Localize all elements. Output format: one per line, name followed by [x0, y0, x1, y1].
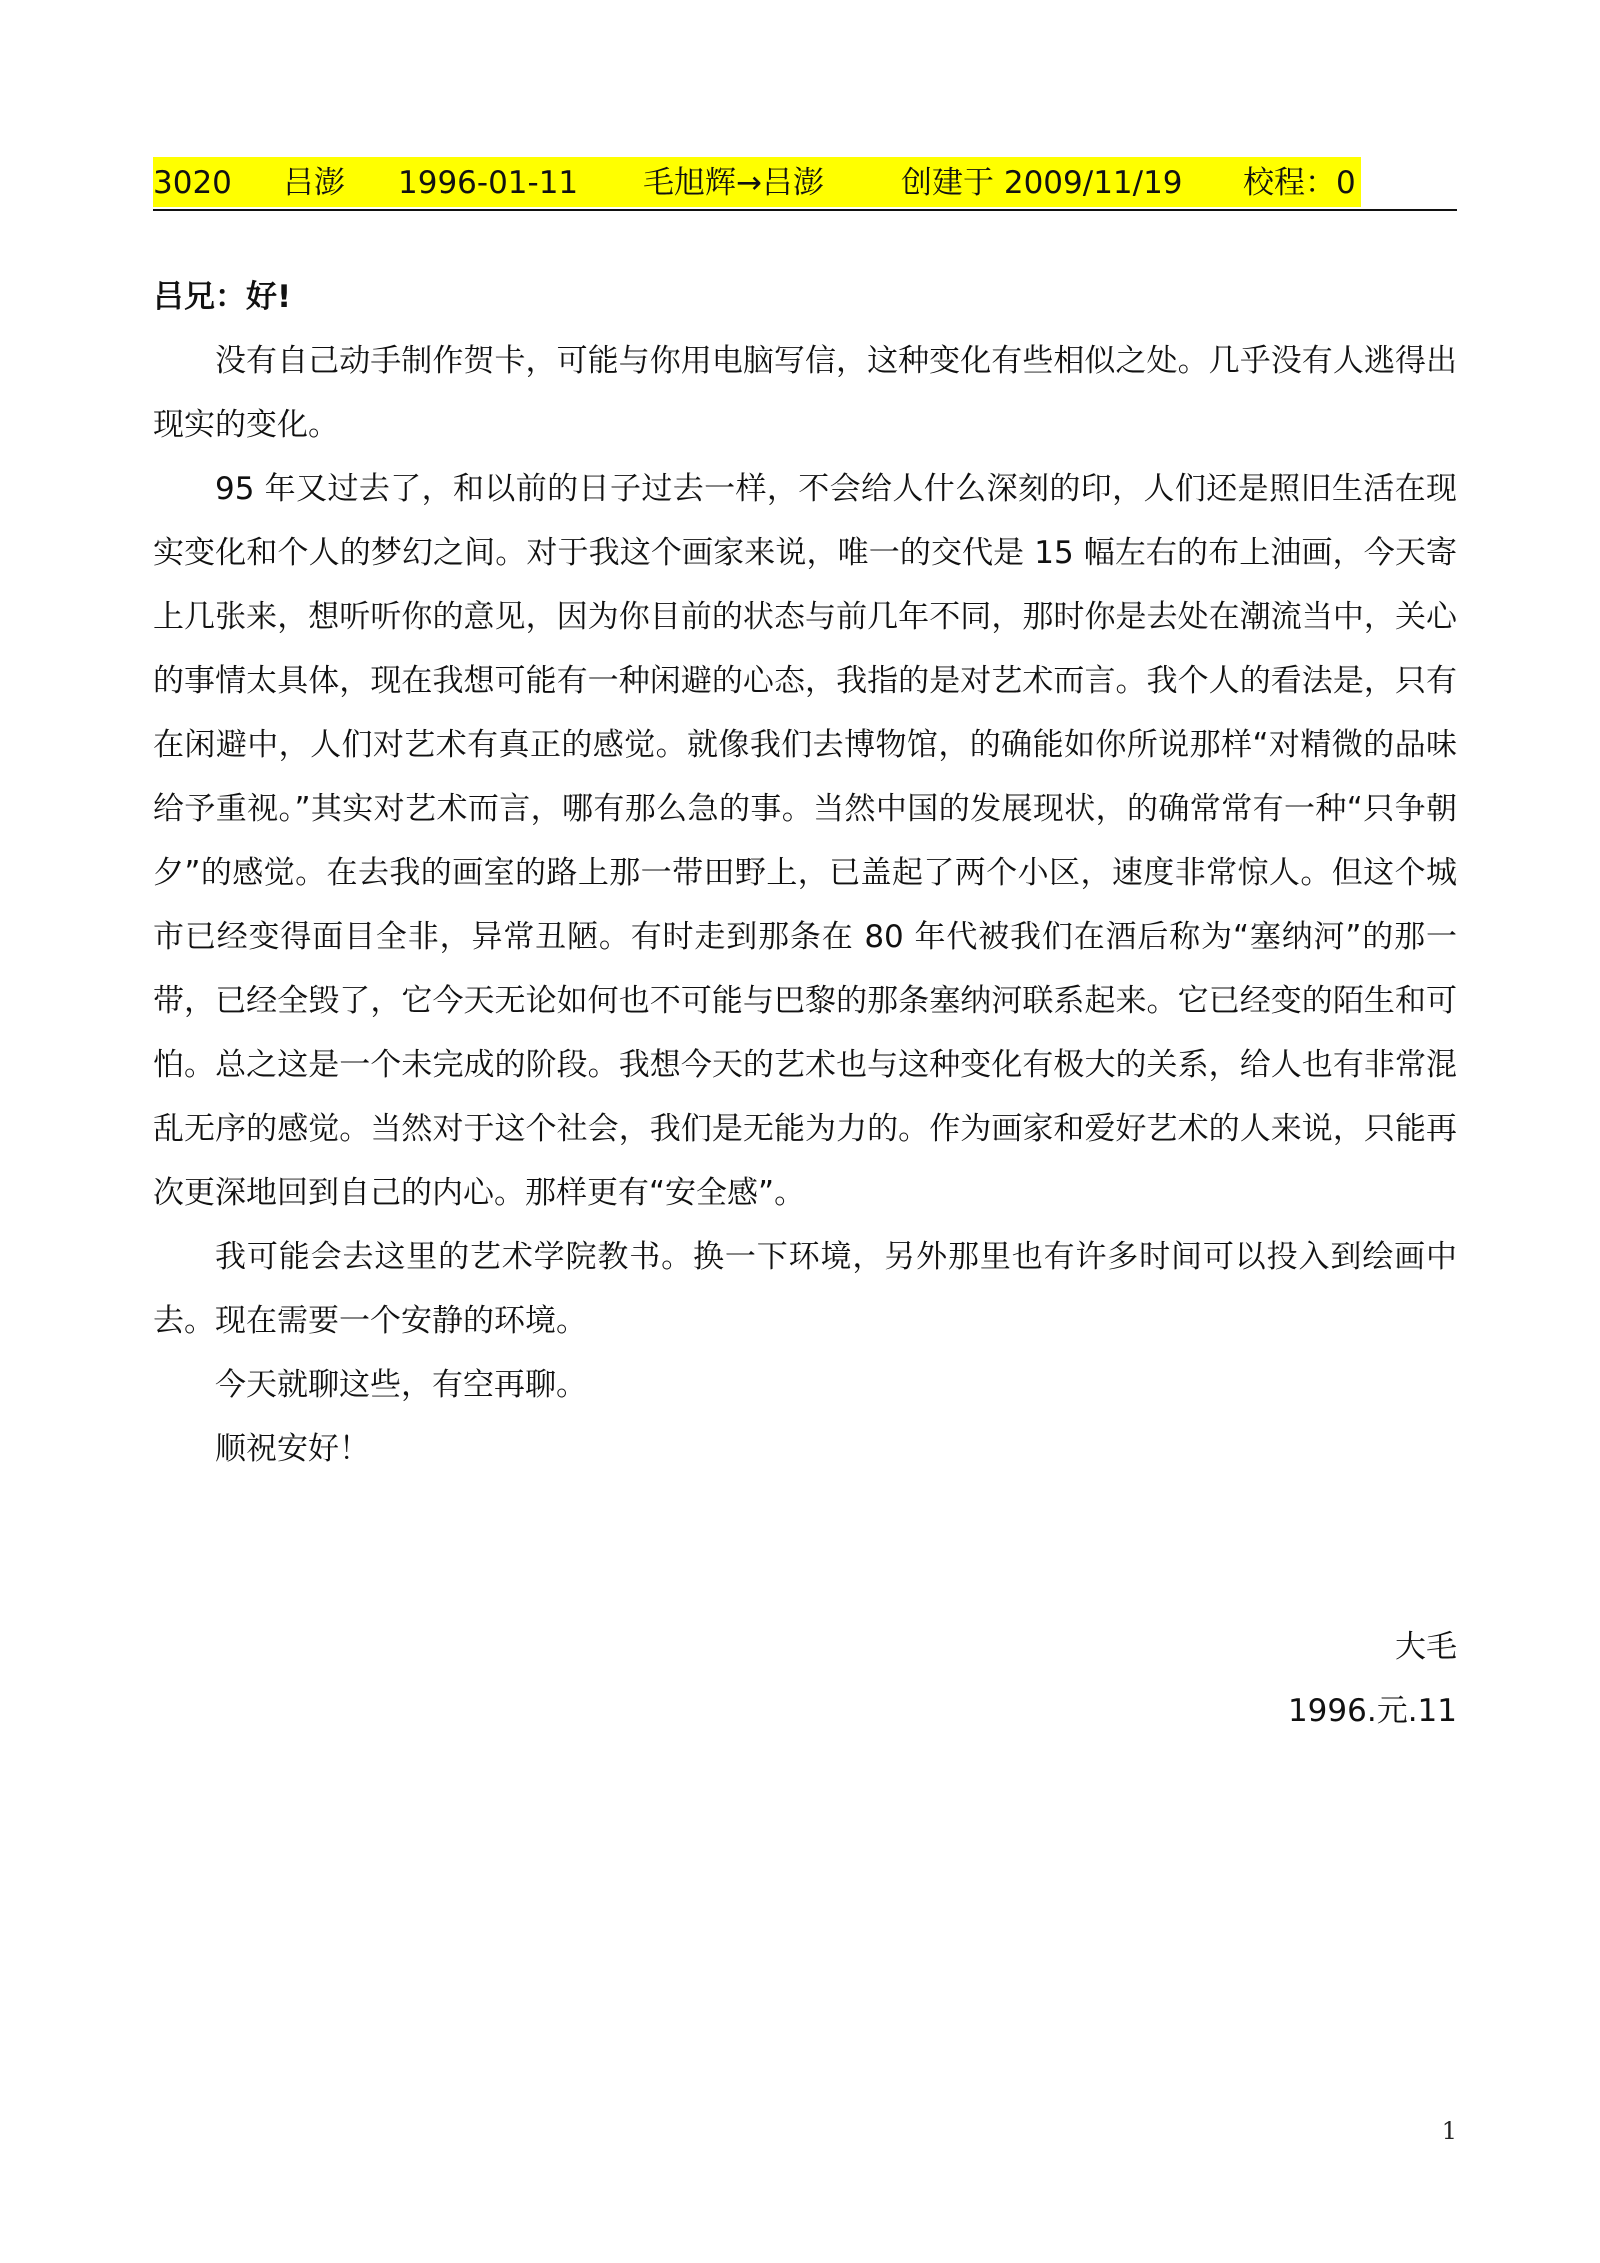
letter-date: 1996-01-11 [398, 165, 579, 201]
letter-body [153, 265, 1457, 1481]
page-number: 1 [1441, 2117, 1457, 2145]
salutation: 吕兄：好! [153, 279, 292, 315]
paragraph-3: 我可能会去这里的艺术学院教书。换一下环境，另外那里也有许多时间可以投入到绘画中去。现在需要一个安静的环境。 [153, 1239, 1457, 1339]
signature-name: 大毛 [1395, 1629, 1457, 1665]
recipient-name: 吕澎 [283, 165, 345, 201]
signature-block [1288, 1615, 1457, 1743]
sender-recipient: 毛旭辉→吕澎 [643, 165, 824, 201]
signature-date: 1996.元.11 [1287, 1693, 1457, 1729]
letter-id: 3020 [153, 165, 232, 201]
paragraph-1: 没有自己动手制作贺卡，可能与你用电脑写信，这种变化有些相似之处。几乎没有人逃得出现实的变化。 [153, 343, 1457, 443]
closing-line: 顺祝安好！ [215, 1431, 370, 1467]
letter-header [153, 153, 1457, 211]
created-date: 创建于 2009/11/19 [901, 165, 1183, 201]
proof-count: 校程：0 [1243, 165, 1356, 201]
paragraph-2: 95 年又过去了，和以前的日子过去一样，不会给人什么深刻的印，人们还是照旧生活在现实变化和个人的梦幻之间。对于我这个画家来说，唯一的交代是 15 幅左右的布上油画，今天寄上几张来，想听听你的意见，因为你目前的状态与前几年不同，那时你是去处在潮流当中，关心的事情太具体，现在我想可能有一种闲避的心态，我指的是对艺术而言。我个人的看法是，只有在闲避中，人们对艺术有真正的感觉。就像我们去博物馆，的确能如你所说那样“对精微的品味给予重视。”其实对艺术而言，哪有那么急的事。当然中国的发展现状，的确常常有一种“只争朝夕”的感觉。在去我的画室的路上那一带田野上，已盖起了两个小区，速度非常惊人。但这个城市已经变得面目全非，异常丑陋。有时走到那条在 80 年代被我们在酒后称为“塞纳河”的那一带，已经全毁了，它今天无论如何也不可能与巴黎的那条塞纳河联系起来。它已经变的陌生和可怕。总之这是一个未完成的阶段。我想今天的艺术也与这种变化有极大的关系，给人也有非常混乱无序的感觉。当然对于这个社会，我们是无能为力的。作为画家和爱好艺术的人来说，只能再次更深地回到自己的内心。那样更有“安全感”。 [153, 471, 1457, 1211]
paragraph-4: 今天就聊这些，有空再聊。 [215, 1367, 587, 1403]
